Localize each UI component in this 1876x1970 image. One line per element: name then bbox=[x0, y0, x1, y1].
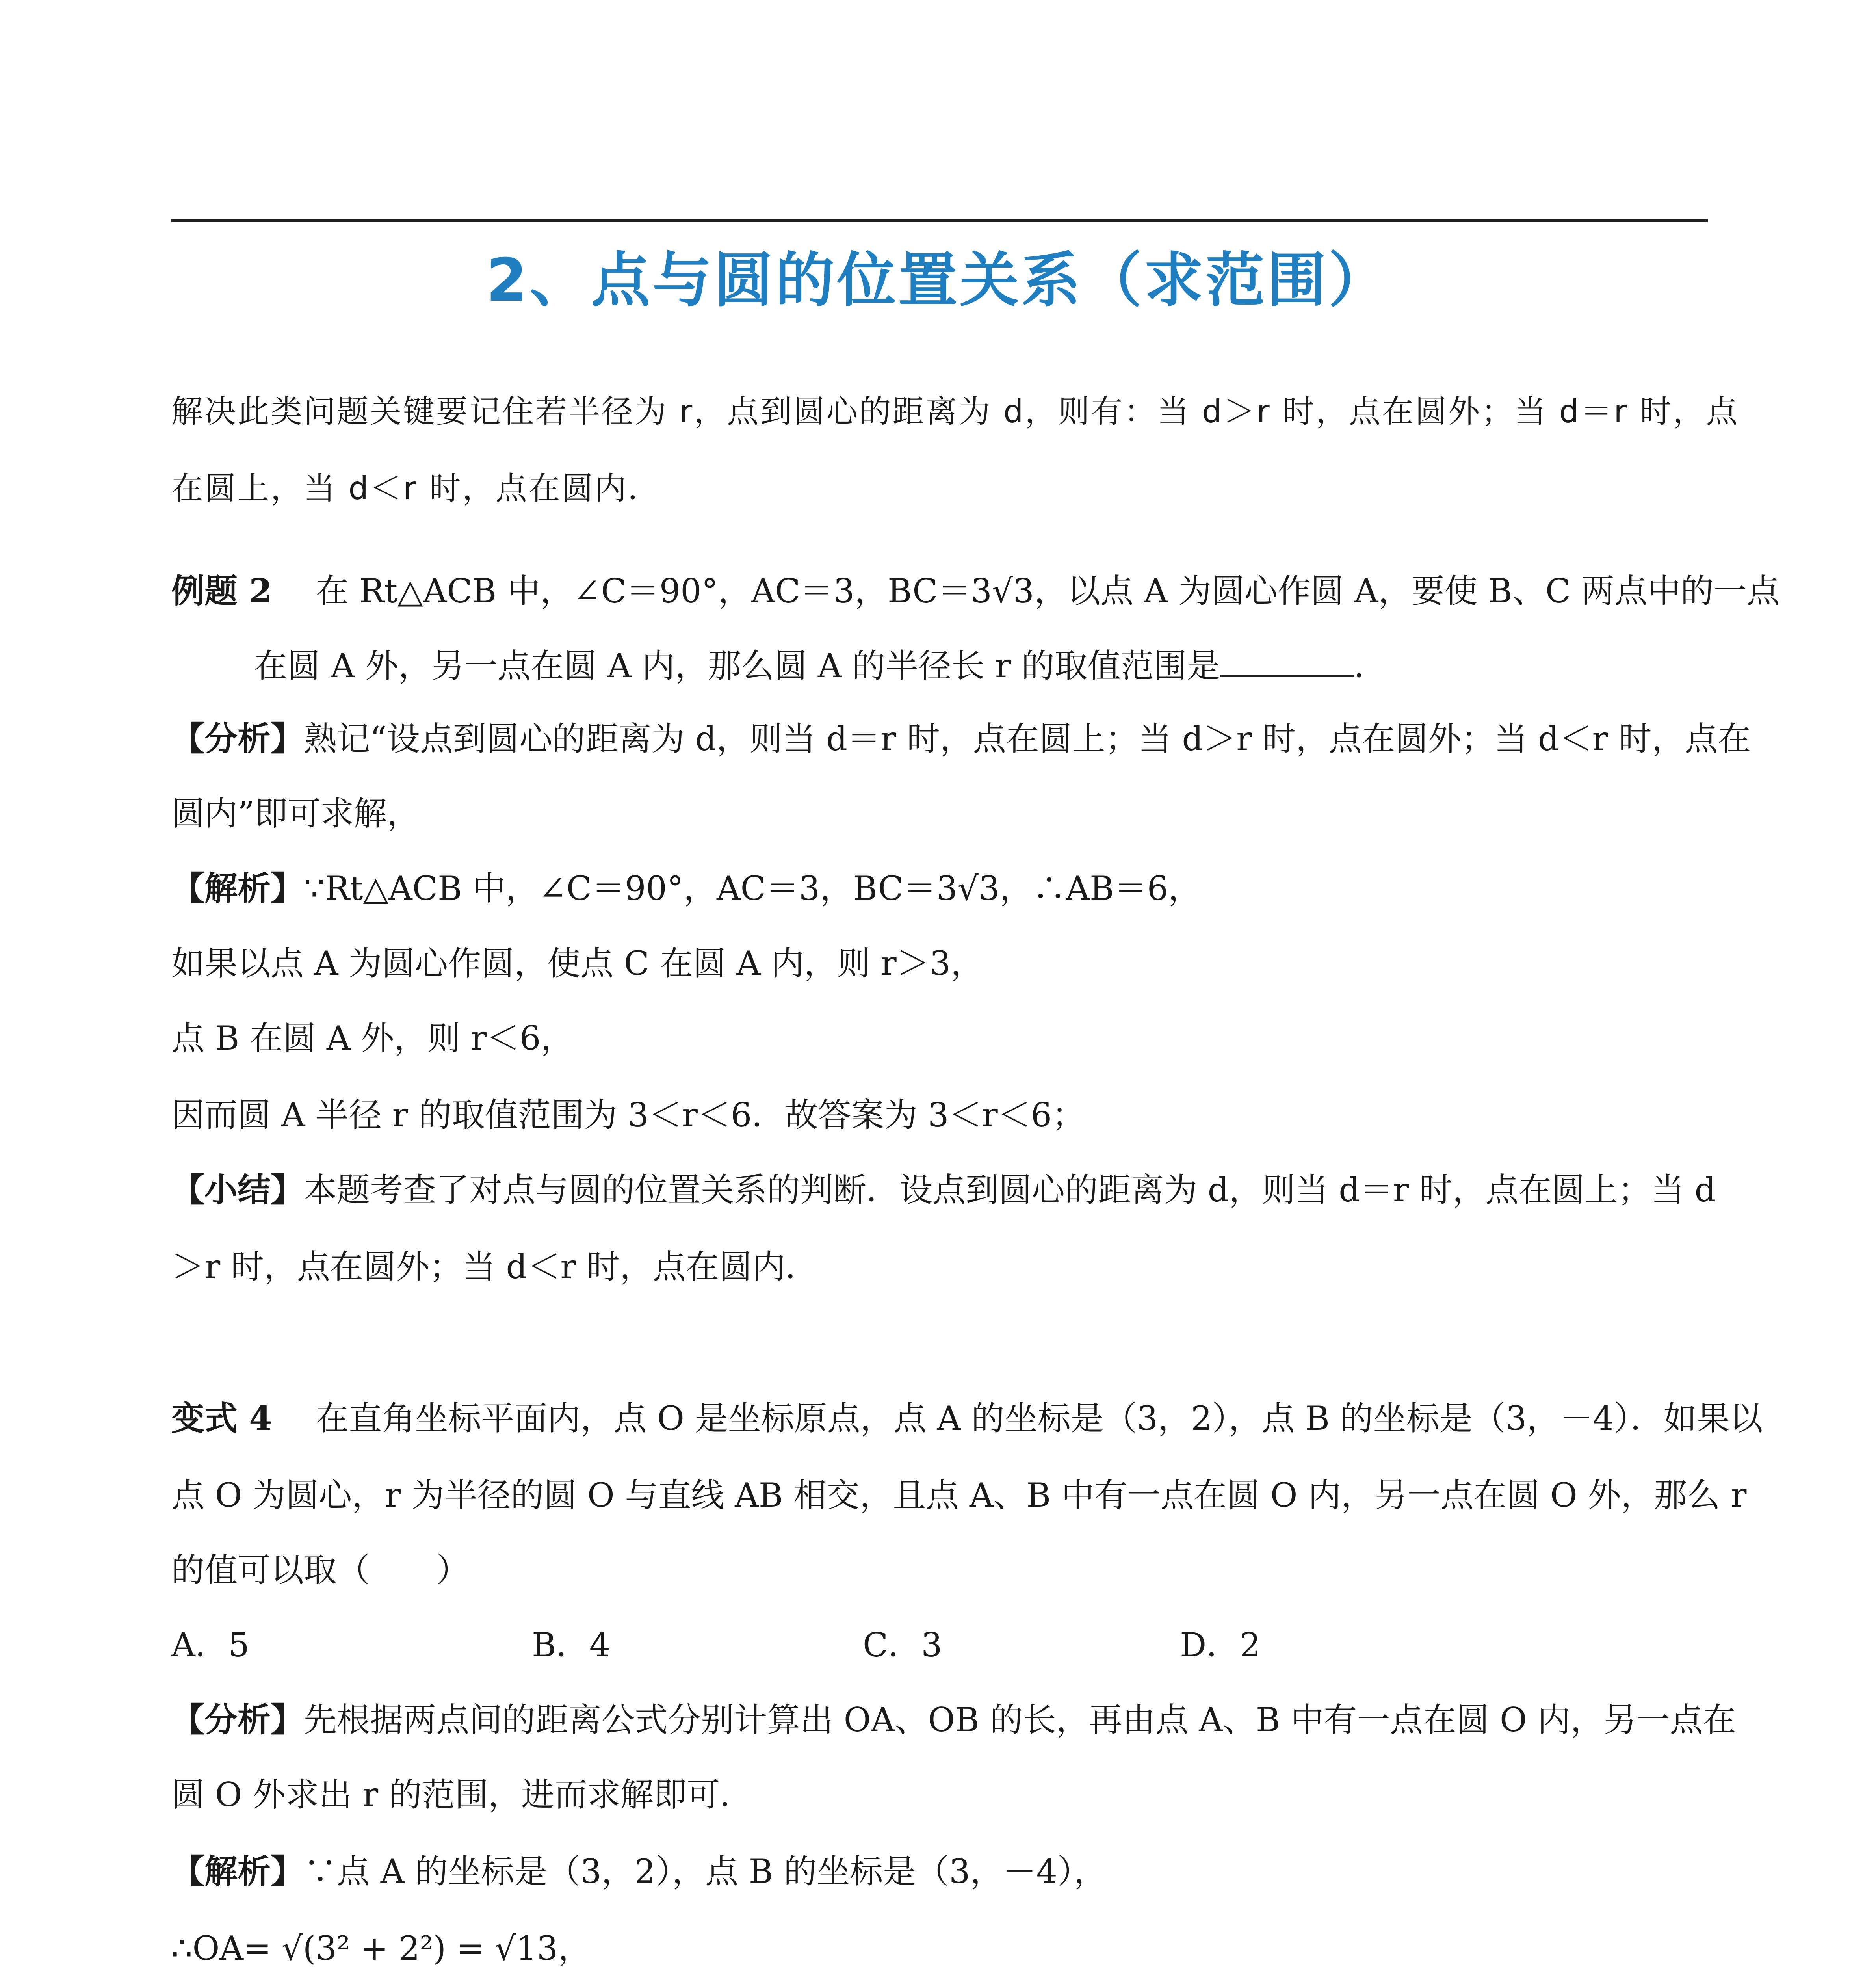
analysis-tag: 【分析】 bbox=[171, 1700, 304, 1739]
option-d[interactable]: D．2 bbox=[1180, 1626, 1261, 1664]
example2-solution-line-3: 点 B 在圆 A 外，则 r＜6， bbox=[171, 1019, 574, 1057]
option-a[interactable]: A．5 bbox=[171, 1626, 250, 1664]
variant4-solution-line-1: 【解析】∵点 A 的坐标是（3，2），点 B 的坐标是（3，－4）， bbox=[171, 1852, 1107, 1891]
example2-question-line-1: 例题 2 在 Rt△ACB 中，∠C＝90°，AC＝3，BC＝3√3，以点 A 为圆心作圆 A，要使 B、C 两点中的一点 bbox=[171, 571, 1780, 610]
example2-summary-line-1: 【小结】本题考查了对点与圆的位置关系的判断．设点到圆心的距离为 d，则当 d＝r 时，点在圆上；当 d bbox=[171, 1170, 1716, 1209]
option-b[interactable]: B．4 bbox=[532, 1626, 611, 1664]
example2-summary-line-2: ＞r 时，点在圆外；当 d＜r 时，点在圆内． bbox=[171, 1247, 819, 1286]
variant4-question-line-3: 的值可以取（ ） bbox=[171, 1551, 470, 1589]
solution-tag: 【解析】 bbox=[171, 869, 304, 908]
intro-line-2: 在圆上，当 d＜r 时，点在圆内． bbox=[171, 470, 661, 507]
example2-label: 例题 2 bbox=[171, 571, 272, 610]
example2-solution-line-2: 如果以点 A 为圆心作圆，使点 C 在圆 A 内，则 r＞3， bbox=[171, 944, 984, 983]
analysis-tag: 【分析】 bbox=[171, 719, 304, 758]
example2-question-line-2: 在圆 A 外，另一点在圆 A 内，那么圆 A 的半径长 r 的取值范围是 ． bbox=[254, 647, 1387, 685]
intro-line-1: 解决此类问题关键要记住若半径为 r，点到圆心的距离为 d，则有：当 d＞r 时，点在圆外；当 d＝r 时，点 bbox=[171, 393, 1739, 430]
variant4-analysis-line-1: 【分析】先根据两点间的距离公式分别计算出 OA、OB 的长，再由点 A、B 中有一点在圆 O 内，另一点在 bbox=[171, 1700, 1736, 1739]
answer-blank bbox=[1220, 647, 1354, 677]
example2-solution-line-4: 因而圆 A 半径 r 的取值范围为 3＜r＜6．故答案为 3＜r＜6； bbox=[171, 1096, 1085, 1134]
header-rule bbox=[171, 219, 1708, 222]
variant4-question-line-1: 变式 4 在直角坐标平面内，点 O 是坐标原点，点 A 的坐标是（3，2），点 B 的坐标是（3，－4）．如果以 bbox=[171, 1399, 1763, 1438]
summary-tag: 【小结】 bbox=[171, 1170, 304, 1209]
example2-analysis-line-2: 圆内”即可求解， bbox=[171, 794, 420, 833]
solution-tag: 【解析】 bbox=[171, 1852, 304, 1891]
variant4-question-line-2: 点 O 为圆心，r 为半径的圆 O 与直线 AB 相交，且点 A、B 中有一点在圆 O 内，另一点在圆 O 外，那么 r bbox=[171, 1476, 1747, 1515]
page-title: 2、点与圆的位置关系（求范围） bbox=[486, 246, 1390, 315]
example2-solution-line-1: 【解析】∵Rt△ACB 中，∠C＝90°，AC＝3，BC＝3√3，∴AB＝6， bbox=[171, 869, 1202, 908]
variant4-label: 变式 4 bbox=[171, 1399, 272, 1438]
variant4-analysis-line-2: 圆 O 外求出 r 的范围，进而求解即可． bbox=[171, 1775, 753, 1814]
option-c[interactable]: C．3 bbox=[863, 1626, 942, 1664]
example2-analysis-line-1: 【分析】熟记“设点到圆心的距离为 d，则当 d＝r 时，点在圆上；当 d＞r 时，点在圆外；当 d＜r 时，点在 bbox=[171, 719, 1751, 758]
variant4-solution-line-2: ∴OA= √(3² + 2²) = √13， bbox=[171, 1929, 591, 1968]
